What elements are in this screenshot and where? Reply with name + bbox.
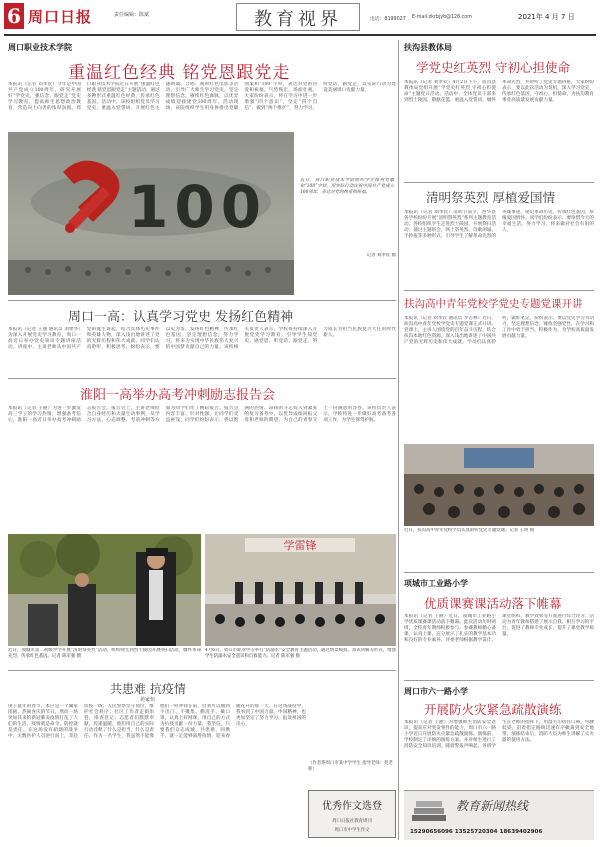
article-body: 本报讯（记者 刘孝钦）今年是中国共产党成立100周年，研究开展好“学党史、强信念、跟党走”党史学习教育，提高师生思想政治教育，营造向上向善的浓厚氛围。周口职业技术学院近日开展“重温红色经典 铭党恩跟党走”主题活动，通过多种形式重温红色经典，传承红色基因。活动中，该校组织党员学习党史，重温入党誓词，开展红色主题朗诵、合唱、观看红色电影等活动，引导广大师生学习党史，坚定理想信念，赓续红色血脉，以优异成绩迎接建党100周年。活动现场，该院组织学生用身体排出党徽图案和“100”字样，表达对党的热爱和祝福，气势恢宏，场面壮观。大家纷纷表示，将在学习中进一步增强“四个意识”、坚定“四个自信”、做到“两个维护”，努力学习，听党话、跟党走，以实际行动为建设美丽周口贡献力量。 bbox=[8, 82, 396, 112]
page-number: 6 bbox=[7, 4, 21, 28]
headline: 扶沟高中青年党校学党史专题党课开讲 bbox=[404, 298, 583, 310]
school-name: 扶沟县教体局 bbox=[404, 43, 452, 52]
section-divider bbox=[404, 290, 594, 291]
article-body: 本报讯（记者 王丽）为增强师生消防安全意识，提高应对突发事件的能力，周口市六一路小学近日开展防火灾紧急疏散演练。演练前，学校制定了详细的演练方案，并对师生进行了消防安全知识培训。随着警报声响起，各班学生在老师的指挥下，用湿毛巾捂住口鼻，弯腰低姿，沿着指定路线迅速有序撤离到安全地带。演练结束后，消防人员为师生讲解了灭火器的使用方法。 bbox=[404, 720, 594, 750]
hotline-phones: 15290656096 13525720304 18639402906 bbox=[410, 829, 543, 835]
student-formation-graphic bbox=[8, 132, 294, 295]
school-name: 项城市工业路小学 bbox=[404, 579, 468, 588]
photo-caption-text: 近日，扶沟高中青年党校学员认真聆听党史专题党课。 bbox=[404, 528, 510, 533]
section-divider bbox=[8, 670, 396, 671]
page-header bbox=[0, 0, 600, 36]
headline: 学党史红英烈 守初心担使命 bbox=[416, 60, 570, 75]
headline: 清明祭英烈 厚植爱国情 bbox=[426, 190, 555, 205]
headline: 重温红色经典 铭党恩跟党走 bbox=[68, 63, 291, 83]
header-rule bbox=[4, 34, 596, 36]
photo-credit: 记者 王珂 摄 bbox=[509, 528, 535, 533]
memorial-graphic bbox=[8, 534, 201, 646]
essay-footer: （作者系周口市某中学学生 指导老师：苑老师） bbox=[308, 761, 393, 772]
headline: 开展防火灾紧急疏散演练 bbox=[424, 702, 562, 717]
section-divider bbox=[404, 680, 594, 681]
essay-author: 苑家恒 bbox=[140, 697, 156, 703]
article-body: 本报讯（记者 刘孝钦）4月2日下午，扶沟县教体局党组开展“学党史红英烈 守初心担使命”主题党日活动。活动中，全体党员干部来到烈士陵园，敬献花篮、重温入党誓词，缅怀革命先烈，并聆听了党史专题讲座。大家纷纷表示，要以此次活动为契机，深入学习党史，传承红色基因，守初心、担使命，为扶沟教育事业高质量发展贡献力量。 bbox=[404, 80, 594, 104]
photo-caption-text: 4月6日，周口市职业中专举行“防溺水”安全教育主题活动，通过情景模拟、知识讲解等形式，增强学生防溺水安全意识和自救能力。 bbox=[205, 648, 396, 659]
editor-info: 责任编辑：陈斌 bbox=[114, 12, 150, 18]
hotline-title: 教育新闻热线 bbox=[456, 799, 529, 813]
classroom-photo bbox=[404, 444, 594, 526]
section-title: 教育视界 bbox=[254, 9, 342, 30]
headline: 优质课赛课活动落下帷幕 bbox=[424, 596, 562, 611]
school-name: 周口市六一路小学 bbox=[404, 687, 468, 696]
article-body: 本报讯（记者 王丽 通讯员 刘建华）为深入开展党史学习教育，周口一高近日举办党史知识专题讲座活动。讲座中，主讲老师从中国共产党的诞生讲起，结合具体历史事件和英雄人物，深入浅出地讲述了党的光辉历程和伟大成就。同学们认真聆听、积极思考，纷纷表示，要以史为鉴，发扬红色精神，传承红色基因，坚定理想信念，努力学习，将来为实现中华民族伟大复兴的中国梦贡献自己的力量。该校相关负责人表示，学校将持续深入开展党史学习教育，引导学生知党史、感党恩、听党话、跟党走，努力成长为担当民族复兴大任的时代新人。 bbox=[8, 327, 396, 351]
photo-banner: 学雷锋 bbox=[283, 539, 317, 552]
school-name: 周口职业技术学院 bbox=[8, 43, 72, 52]
news-hotline-box bbox=[404, 790, 594, 840]
headline: 周口一高：认真学习党史 发扬红色精神 bbox=[68, 310, 294, 325]
article-body: 本报讯（记者 王丽）近日，项城市工业路小学优质课赛课活动落下帷幕。此次活动历时两周，全校青年教师积极参与。参赛教师精心备课，认真上课，充分展示了扎实的教学基本功和良好的专业素养。评委老师根据教学设计、课堂组织、教学效果等方面进行综合评分。活动为青年教师搭建了展示自我、相互学习的平台，促进了教师专业成长，提升了课堂教学质量。 bbox=[404, 614, 594, 644]
safety-event-graphic bbox=[205, 534, 396, 646]
header-email: E-mail:zkrbjyb@126.com bbox=[412, 15, 472, 20]
paper-name: 周口日报 bbox=[28, 8, 93, 26]
photo-credit: 记者 刘孝钦 摄 bbox=[366, 253, 396, 258]
featured-essays-box bbox=[308, 790, 396, 838]
photo-credit: 记者 陈军强 摄 bbox=[270, 653, 301, 659]
section-divider bbox=[8, 378, 396, 379]
article-body: 本报讯（记者 王丽）为进一步激发高三学子的学习热情，增强备考信心，淮阳一高近日举办高考冲刺励志报告会。报告会上，主讲老师结合自身经历和大量生动事例，从学习方法、心态调整、考前冲刺等方面为同学们作了精彩报告。报告会内容丰富、针对性强，让同学们受益匪浅。同学们纷纷表示，将以饱满的热情、昂扬的斗志投入到紧张的复习备考中，以优异成绩回报父母和老师的期望，为自己的青春交上一份满意的答卷。该校负责人表示，学校将进一步做好高考备考各项工作，为学生保驾护航。 bbox=[8, 406, 396, 424]
article-body: 本报讯（记者 刘孝钦 通讯员 李占林）近日，扶沟高中青年党校学党史专题党课正式开讲。党课上，主讲人围绕党的百年奋斗历程，结合扶沟本地红色资源，深入浅出地讲述了中国共产党的光辉历史和伟大成就。学员们认真聆听，做好笔记，纷纷表示，要以党史学习为动力，坚定理想信念，锤炼坚强党性，在学习和工作中勇于担当、积极作为，为学校高质量发展贡献力量。 bbox=[404, 316, 594, 346]
photo-caption-text: 近日，项城市第二初级中学开展“清明祭英烈”活动，组织师生到烈士陵园开展祭扫活动，缅怀革命先烈，传承红色基因。 bbox=[8, 648, 201, 659]
essay-headline: 共患难 抗疫情 bbox=[110, 682, 186, 696]
section-divider bbox=[404, 572, 594, 573]
photo-caption bbox=[404, 528, 594, 542]
column-divider bbox=[398, 40, 399, 840]
photo-caption: 近日，周口职业技术学院组织学生排列党徽和“100”字样，用实际行动庆祝中国共产党成立100周年，表达对党的热爱和祝福。 bbox=[300, 178, 394, 195]
classroom-graphic bbox=[404, 444, 594, 526]
formation-number: 100 bbox=[128, 173, 268, 241]
featured-essays-title: 优秀作文选登 bbox=[322, 801, 382, 812]
party-emblem-photo bbox=[8, 132, 294, 295]
featured-essays-line: 周口市中学生作文 bbox=[334, 828, 370, 833]
headline: 淮阳一高举办高考冲刺励志报告会 bbox=[80, 388, 276, 403]
memorial-photo bbox=[8, 534, 201, 646]
header-date: 2021年 4 月 7 日 bbox=[518, 13, 575, 21]
header-contact: 电话：8199027 bbox=[370, 17, 406, 22]
article-body: 本报讯（记者 刘孝钦）清明节前夕，西华县各学校纷纷开展“清明祭英烈”系列主题教育活动。各校组织学生走进烈士陵园，开展祭扫活动；通过主题班会、网上祭英烈、诗歌朗诵、手抄报等多种形式，引导学生了解革命先烈的英雄事迹，铭记革命历史，传承红色基因，厚植爱国情怀。同学们纷纷表示，要珍惜今天的幸福生活，努力学习，将来做对社会有用的人。 bbox=[404, 210, 594, 240]
photo-caption bbox=[205, 648, 396, 666]
section-divider bbox=[8, 300, 396, 301]
photo-caption bbox=[8, 648, 201, 666]
safety-event-photo bbox=[205, 534, 396, 646]
featured-essays-line: 周口日报社教育周刊 bbox=[332, 819, 372, 824]
section-divider bbox=[404, 182, 594, 183]
photo-credit: 记者 陈军强 摄 bbox=[51, 653, 82, 659]
essay-body: 庚子鼠年的春节，本应是一个阖家团圆、热闹喜庆的节日，然而一场突如其来的新冠肺炎疫情打乱了人们的生活。疫情就是命令，防控就是责任。在这场没有硝烟的战争中，无数医护人员逆行而上，奔赴抗疫一线；人民警察坚守岗位，维护社会秩序；社区工作者走街串巷，排查登记；志愿者们默默奉献，传递温暖。他们用自己的实际行动诠释了什么是担当，什么是责任。作为一名学生，我虽然不能像他们一样冲锋在前，但我可以做到不出门、不聚集、勤洗手、戴口罩，认真上好网课，用自己的方式为抗疫贡献一份力量。我坚信，只要我们众志成城、共患难、同携手，就一定能够战胜疫情，迎来春暖花开的那一天。在这场战役中，我看到了中国力量、中国精神，也更加坚定了努力学习、报效祖国的决心。 bbox=[8, 704, 306, 740]
books-icon bbox=[410, 797, 450, 827]
